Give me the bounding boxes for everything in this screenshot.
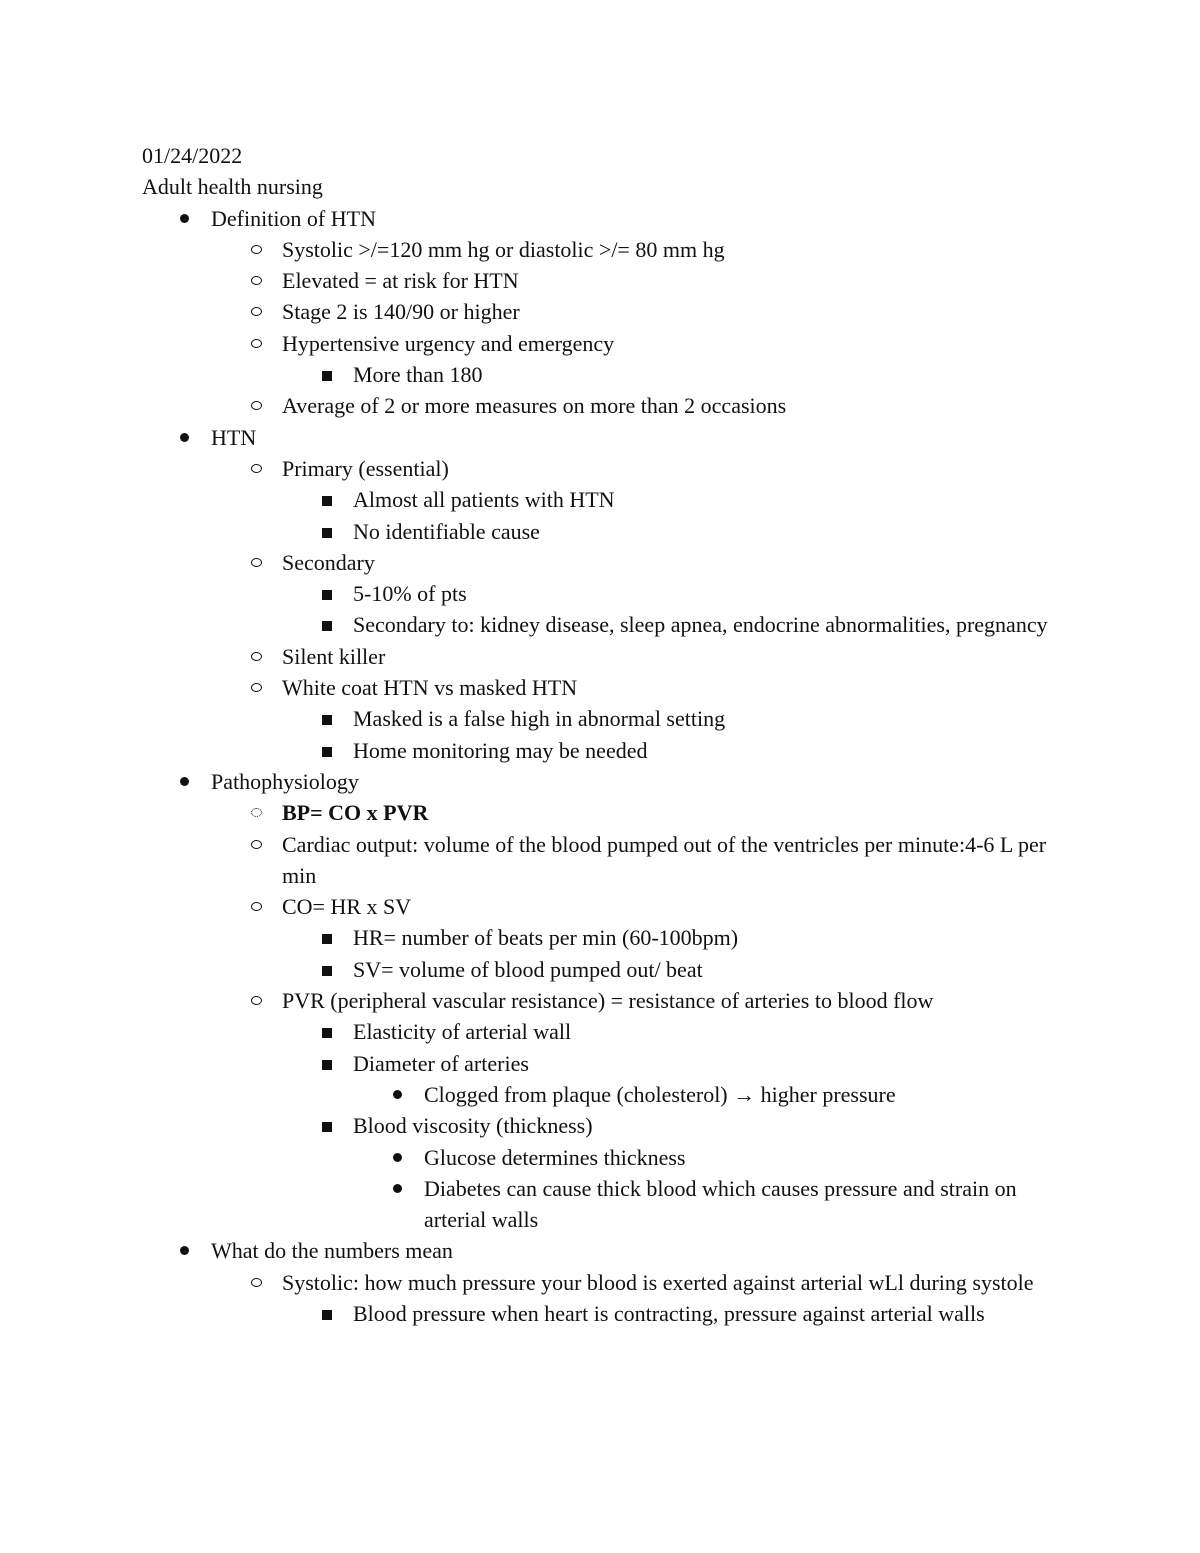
outline-item-level-2 [142,328,1072,359]
filled-circle-bullet-icon [180,1246,189,1255]
outline-item-level-3 [142,735,1072,766]
outline-item-text: Diabetes can cause thick blood which causes pressure and strain on arterial walls [424,1175,1017,1233]
outline-item-level-1 [142,1235,1072,1266]
hollow-circle-bullet-icon [251,902,262,911]
hollow-circle-bullet-icon [251,307,262,316]
dotted-circle-bullet-icon [251,808,262,817]
hollow-circle-bullet-icon [251,401,262,410]
hollow-circle-bullet-icon [251,996,262,1005]
outline-item-level-3 [142,703,1072,734]
outline-item-level-2 [142,296,1072,327]
outline-item-level-2 [142,985,1072,1016]
outline-item-text: Definition of HTN [211,205,376,231]
outline-item-text: Cardiac output: volume of the blood pumped out of the ventricles per minute:4-6 L per min [282,831,1047,888]
square-bullet-icon [322,715,332,725]
square-bullet-icon [322,966,332,976]
hollow-circle-bullet-icon [251,683,262,692]
outline-item-level-3 [142,954,1072,985]
square-bullet-icon [322,1060,332,1070]
outline-item-level-3 [142,516,1072,547]
outline-item-level-3 [142,609,1072,640]
square-bullet-icon [322,496,332,506]
outline-item-level-3 [142,1048,1072,1079]
outline-item-text: BP= CO x PVR [282,800,429,826]
outline-item-text: Secondary to: kidney disease, sleep apnea, endocrine abnormalities, pregnancy [353,612,1048,638]
filled-circle-bullet-icon [393,1153,402,1162]
filled-circle-bullet-icon [393,1090,402,1099]
outline-item-text: HTN [211,424,257,450]
outline-item-text: PVR (peripheral vascular resistance) = resistance of arteries to blood flow [282,988,934,1014]
outline-item-level-3 [142,359,1072,390]
outline-item-text: Clogged from plaque (cholesterol) → higher pressure [424,1081,896,1107]
outline-item-level-4 [142,1173,1072,1236]
hollow-circle-bullet-icon [251,245,262,254]
outline-item-level-3 [142,922,1072,953]
outline-item-level-3 [142,578,1072,609]
outline-item-text: Elevated = at risk for HTN [282,268,519,294]
outline-item-text: Glucose determines thickness [424,1144,686,1170]
outline-item-level-2 [142,1267,1072,1298]
outline-item-text: Elasticity of arterial wall [353,1019,572,1045]
outline-item-level-2 [142,891,1072,922]
square-bullet-icon [322,934,332,944]
hollow-circle-bullet-icon [251,840,262,849]
outline-item-level-2 [142,547,1072,578]
note-course-title: Adult health nursing [142,174,323,200]
filled-circle-bullet-icon [180,214,189,223]
outline-item-text: Stage 2 is 140/90 or higher [282,299,520,325]
hollow-circle-bullet-icon [251,652,262,661]
outline-item-text: HR= number of beats per min (60-100bpm) [353,925,739,951]
hollow-circle-bullet-icon [251,276,262,285]
outline-item-text: Blood viscosity (thickness) [353,1113,593,1139]
hollow-circle-bullet-icon [251,1278,262,1287]
notes-outline [142,203,1072,1330]
outline-item-text: Silent killer [282,643,386,669]
note-date: 01/24/2022 [142,143,243,168]
square-bullet-icon [322,590,332,600]
square-bullet-icon [322,621,332,631]
outline-item-level-2 [142,672,1072,703]
square-bullet-icon [322,528,332,538]
hollow-circle-bullet-icon [251,339,262,348]
filled-circle-bullet-icon [180,433,189,442]
outline-item-text: Pathophysiology [211,768,359,794]
outline-item-text: 5-10% of pts [353,581,467,607]
filled-circle-bullet-icon [180,777,189,786]
outline-item-text: White coat HTN vs masked HTN [282,675,578,701]
outline-item-level-2 [142,390,1072,421]
outline-item-level-2 [142,797,1072,828]
square-bullet-icon [322,1310,332,1320]
outline-item-text: Hypertensive urgency and emergency [282,330,615,356]
outline-item-level-1 [142,203,1072,234]
square-bullet-icon [322,1122,332,1132]
outline-item-level-3 [142,1110,1072,1141]
outline-item-text: Diameter of arteries [353,1050,529,1076]
outline-item-level-3 [142,484,1072,515]
outline-item-text: SV= volume of blood pumped out/ beat [353,956,703,982]
outline-item-text: Home monitoring may be needed [353,737,648,763]
outline-item-level-4 [142,1079,1072,1110]
outline-item-text: More than 180 [353,362,483,388]
outline-item-text: Systolic: how much pressure your blood is exerted against arterial wLl during systole [282,1269,1034,1295]
notes-body [142,140,1072,1329]
square-bullet-icon [322,371,332,381]
outline-item-text: Almost all patients with HTN [353,487,615,513]
outline-item-level-2 [142,641,1072,672]
outline-item-level-2 [142,265,1072,296]
outline-item-level-3 [142,1016,1072,1047]
outline-item-level-3 [142,1298,1072,1329]
outline-item-text: Average of 2 or more measures on more than 2 occasions [282,393,787,419]
outline-item-text: Blood pressure when heart is contracting, pressure against arterial walls [353,1300,985,1326]
outline-item-text: Masked is a false high in abnormal setting [353,706,726,732]
square-bullet-icon [322,747,332,757]
outline-item-text: Primary (essential) [282,455,449,481]
outline-item-level-2 [142,234,1072,265]
outline-item-text: Systolic >/=120 mm hg or diastolic >/= 80 mm hg [282,236,725,262]
hollow-circle-bullet-icon [251,464,262,473]
outline-item-level-1 [142,766,1072,797]
square-bullet-icon [322,1028,332,1038]
outline-item-text: CO= HR x SV [282,894,412,920]
outline-item-level-2 [142,829,1072,892]
outline-item-level-2 [142,453,1072,484]
outline-item-text: Secondary [282,549,375,575]
filled-circle-bullet-icon [393,1184,402,1193]
hollow-circle-bullet-icon [251,558,262,567]
outline-item-text: What do the numbers mean [211,1238,453,1264]
outline-item-text: No identifiable cause [353,518,540,544]
outline-item-level-4 [142,1142,1072,1173]
outline-item-level-1 [142,422,1072,453]
